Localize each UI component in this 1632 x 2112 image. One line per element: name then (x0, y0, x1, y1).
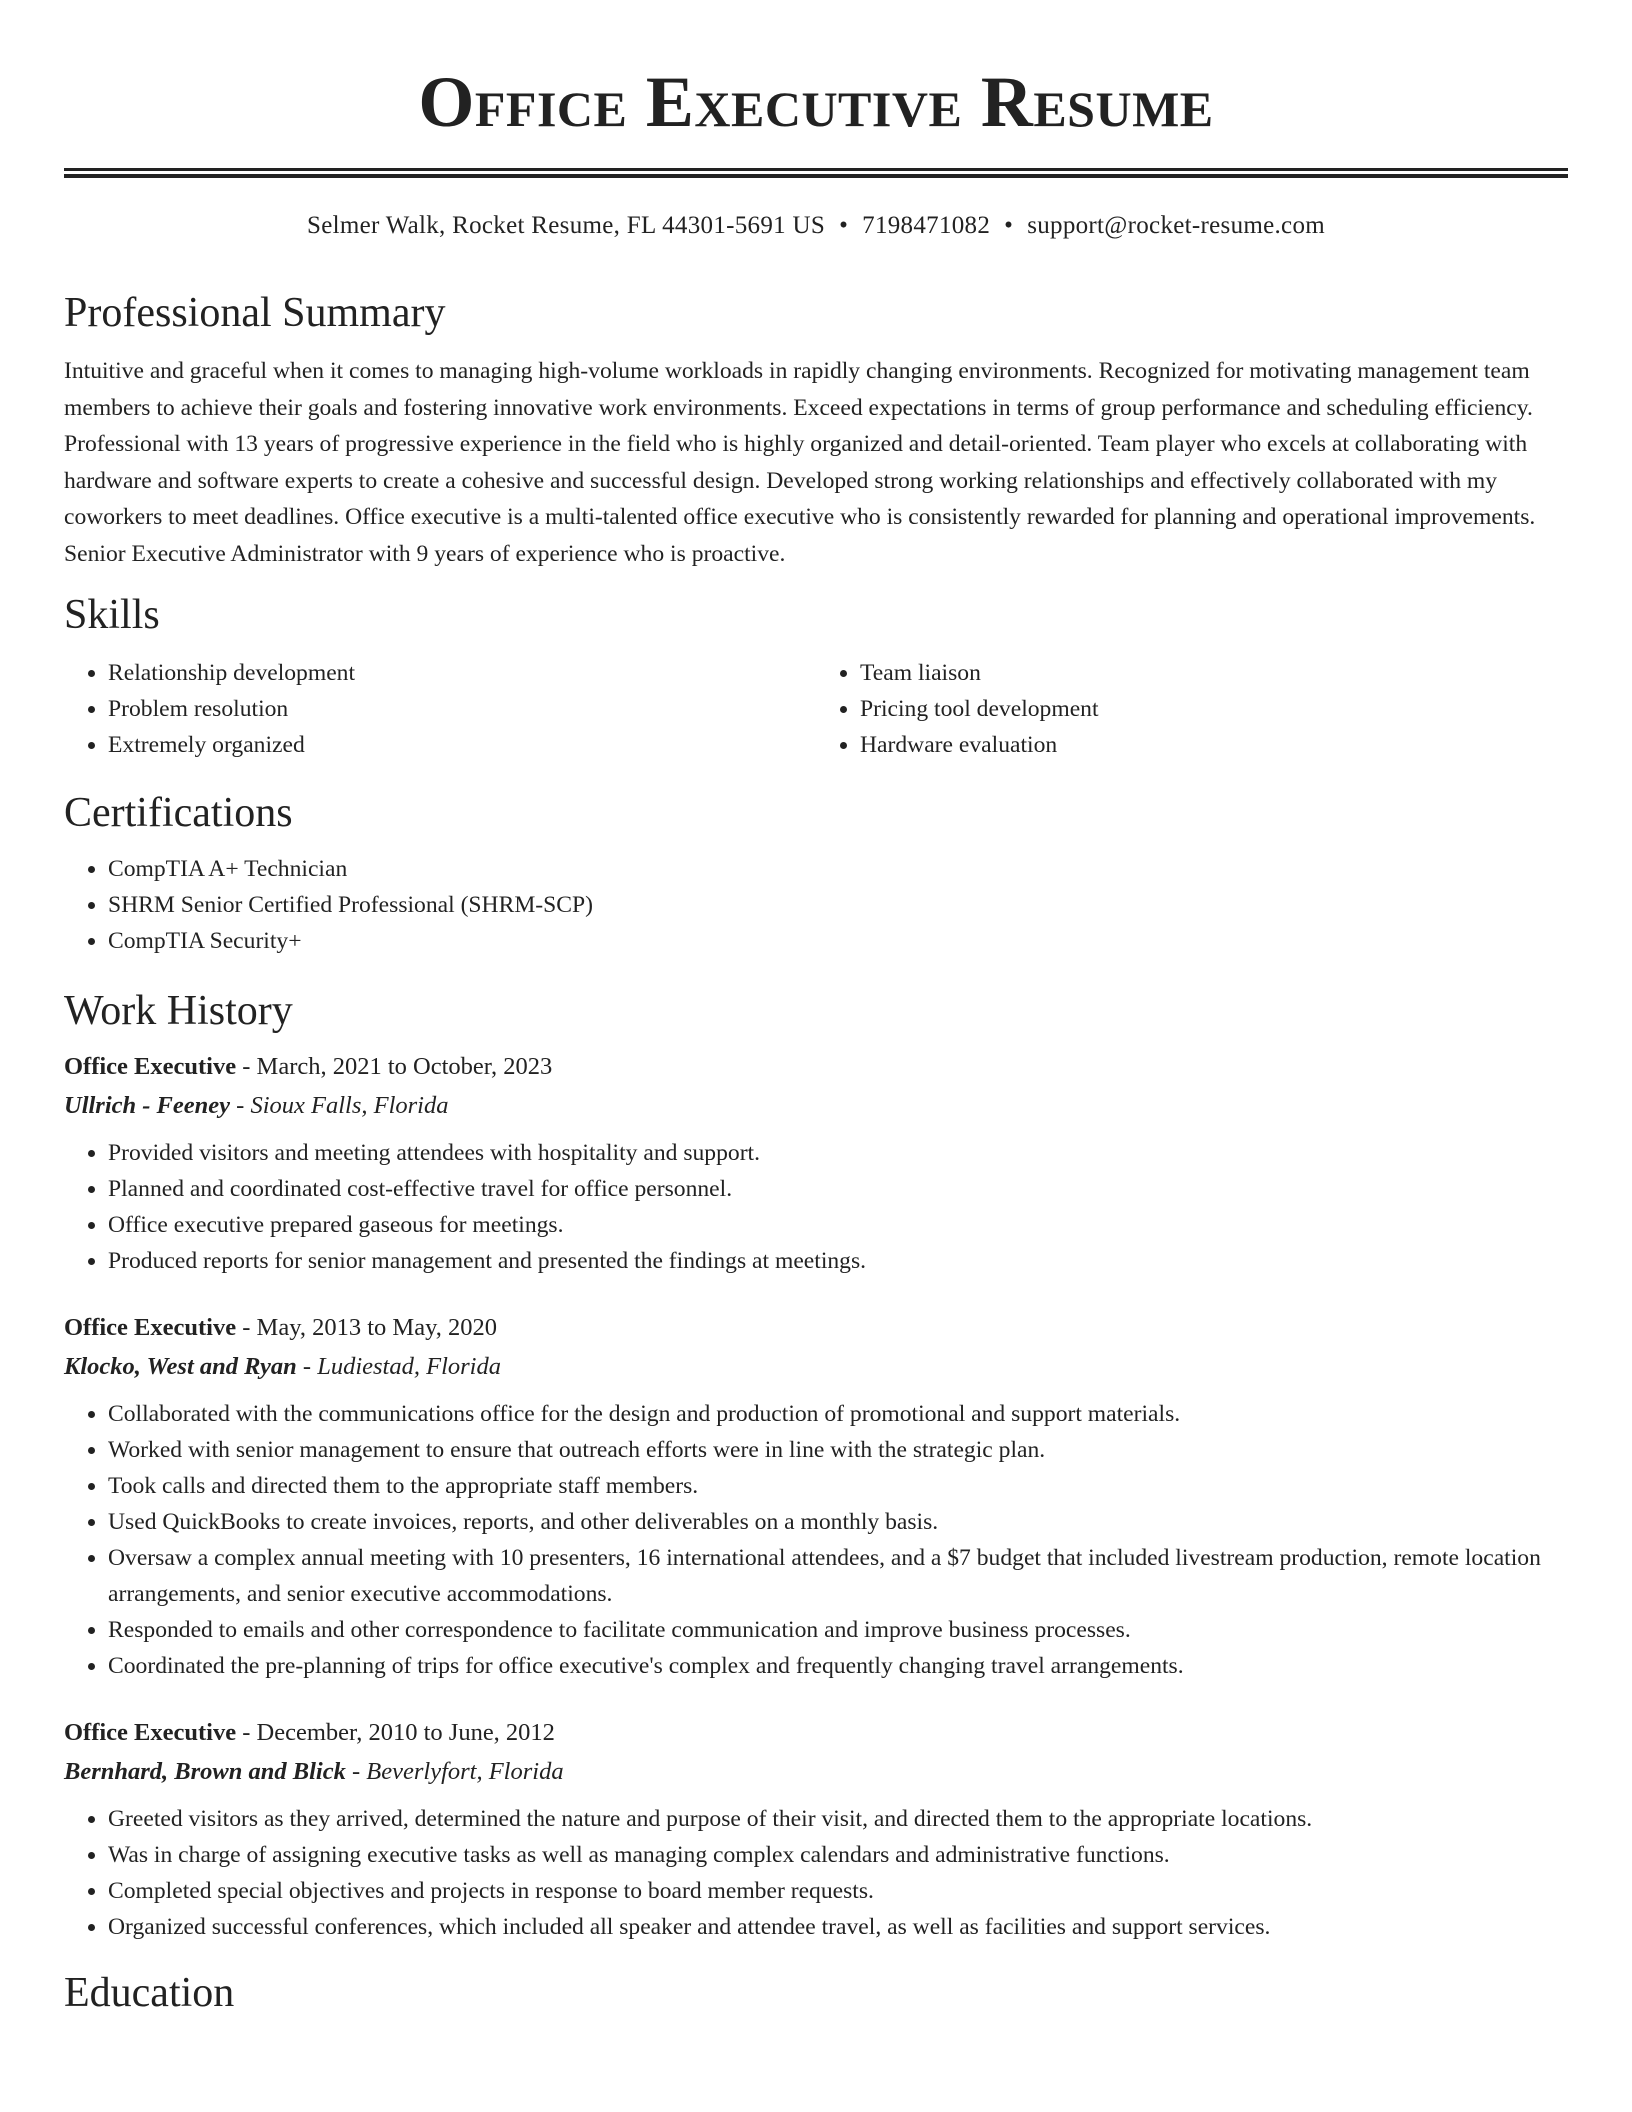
job-company-line: Klocko, West and Ryan - Ludiestad, Florida (64, 1353, 501, 1380)
skills-grid (64, 655, 1568, 763)
job-bullet: • Organized successful conferences, which included all speaker and attendee travel, as well as facilities and support services. (108, 1909, 1568, 1945)
job-company: Bernhard, Brown and Blick (64, 1758, 346, 1785)
skill-item: • Problem resolution (108, 691, 816, 727)
skills-heading: Skills (64, 592, 160, 638)
job-title-line: Office Executive - May, 2013 to May, 2020 (64, 1314, 497, 1341)
skill-item: • Pricing tool development (860, 691, 1568, 727)
certification-item: • CompTIA Security+ (108, 923, 1568, 959)
job-bullet: • Responded to emails and other correspondence to facilitate communication and improve business processes. (108, 1612, 1568, 1648)
job-location: Ludiestad, Florida (317, 1353, 501, 1380)
skills-list-left (64, 655, 816, 763)
job-company-line: Ullrich - Feeney - Sioux Falls, Florida (64, 1092, 449, 1119)
work-history-heading: Work History (64, 988, 293, 1034)
job-bullet: • Oversaw a complex annual meeting with 10 presenters, 16 international attendees, and a $7 budget that included livestream production, remote location arrangements, and senior executive accommodations. (108, 1540, 1568, 1612)
contact-email[interactable]: support@rocket-resume.com (1027, 212, 1325, 239)
job-dates: May, 2013 to May, 2020 (256, 1314, 497, 1341)
resume-title: Office Executive Resume (418, 62, 1214, 142)
job-title-line: Office Executive - December, 2010 to June, 2012 (64, 1719, 555, 1746)
job-title: Office Executive (64, 1719, 237, 1746)
job-title-line: Office Executive - March, 2021 to October, 2023 (64, 1053, 553, 1080)
job-entry (64, 1047, 1568, 1279)
job-dates: March, 2021 to October, 2023 (256, 1053, 553, 1080)
job-bullet: • Completed special objectives and projects in response to board member requests. (108, 1873, 1568, 1909)
job-bullet: • Collaborated with the communications office for the design and production of promotional and support materials. (108, 1396, 1568, 1432)
job-company: Ullrich - Feeney (64, 1092, 231, 1119)
job-dates: December, 2010 to June, 2012 (256, 1719, 555, 1746)
job-location: Beverlyfort, Florida (366, 1758, 564, 1785)
job-bullet: • Produced reports for senior management and presented the findings at meetings. (108, 1243, 1568, 1279)
job-company-line: Bernhard, Brown and Blick - Beverlyfort, Florida (64, 1758, 564, 1785)
contact-separator: • (839, 212, 849, 239)
contact-address: Selmer Walk, Rocket Resume, FL 44301-5691 US (306, 212, 826, 239)
job-bullet: • Greeted visitors as they arrived, determined the nature and purpose of their visit, and directed them to the appropriate locations. (108, 1801, 1568, 1837)
job-bullets (64, 1135, 1568, 1279)
job-bullet: • Planned and coordinated cost-effective travel for office personnel. (108, 1171, 1568, 1207)
job-bullet: • Provided visitors and meeting attendees with hospitality and support. (108, 1135, 1568, 1171)
job-bullet: • Took calls and directed them to the appropriate staff members. (108, 1468, 1568, 1504)
summary-heading: Professional Summary (64, 290, 446, 336)
job-entry (64, 1308, 1568, 1684)
skill-item: • Hardware evaluation (860, 727, 1568, 763)
contact-line (64, 210, 1568, 242)
summary-text: Intuitive and graceful when it comes to managing high-volume workloads in rapidly changing environments. Recognized for motivating management team members to achieve their goals and fostering innovative work environments. Exceed expectations in terms of group performance and scheduling efficiency. Professional with 13 years of progressive experience in the field who is highly organized and detail-oriented. Team player who excels at collaborating with hardware and software experts to create a cohesive and successful design. Developed strong working relationships and effectively collaborated with my coworkers to meet deadlines. Office executive is a multi-talented office executive who is consistently rewarded for planning and operational improvements. Senior Executive Administrator with 9 years of experience who is proactive. (64, 358, 1536, 567)
job-bullet: • Used QuickBooks to create invoices, reports, and other deliverables on a monthly basis. (108, 1504, 1568, 1540)
skill-item: • Team liaison (860, 655, 1568, 691)
skill-item: • Relationship development (108, 655, 816, 691)
certification-item: • CompTIA A+ Technician (108, 851, 1568, 887)
job-title: Office Executive (64, 1053, 237, 1080)
job-bullet: • Office executive prepared gaseous for meetings. (108, 1207, 1568, 1243)
job-location: Sioux Falls, Florida (250, 1092, 449, 1119)
contact-separator: • (1004, 212, 1014, 239)
job-bullets (64, 1801, 1568, 1945)
title-divider (64, 168, 1568, 178)
job-bullets (64, 1396, 1568, 1684)
job-entry (64, 1713, 1568, 1945)
skill-item: • Extremely organized (108, 727, 816, 763)
skills-list-right (816, 655, 1568, 763)
education-heading: Education (64, 1970, 235, 2016)
job-company: Klocko, West and Ryan (64, 1353, 297, 1380)
certifications-list (64, 851, 1568, 959)
job-bullet: • Worked with senior management to ensure that outreach efforts were in line with the strategic plan. (108, 1432, 1568, 1468)
certifications-heading: Certifications (64, 790, 293, 836)
job-bullet: • Was in charge of assigning executive tasks as well as managing complex calendars and administrative functions. (108, 1837, 1568, 1873)
job-bullet: • Coordinated the pre-planning of trips for office executive's complex and frequently changing travel arrangements. (108, 1648, 1568, 1684)
contact-phone: 7198471082 (862, 212, 991, 239)
job-title: Office Executive (64, 1314, 237, 1341)
certification-item: • SHRM Senior Certified Professional (SHRM-SCP) (108, 887, 1568, 923)
